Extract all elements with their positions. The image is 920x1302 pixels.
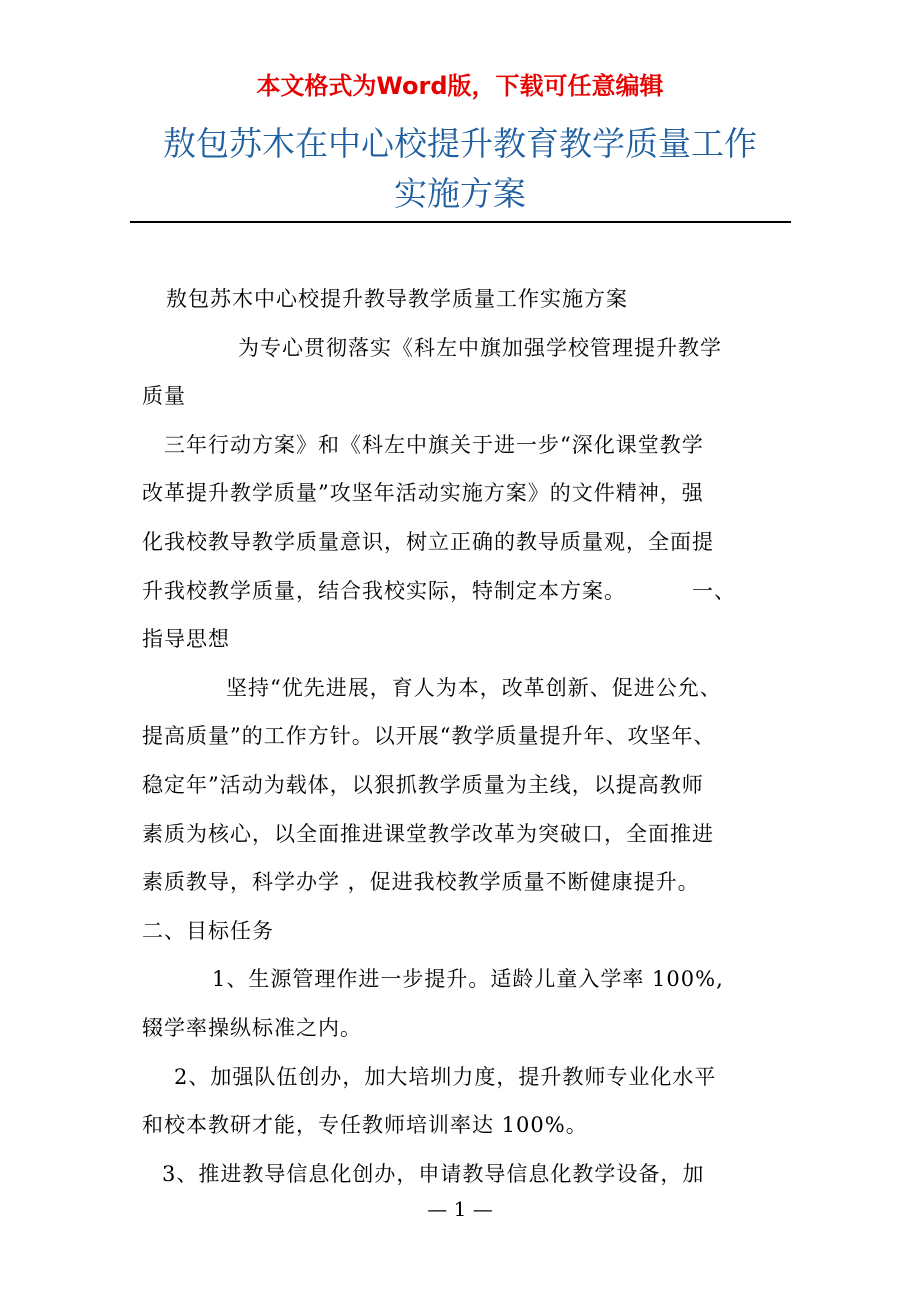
body-line: 2、加强队伍创办，加大培圳力度，提升教师专业化水平 xyxy=(174,1064,717,1089)
body-line: 稳定年”活动为载体，以狠抓教学质量为主线，以提高教师 xyxy=(142,772,704,797)
page-number: — 1 — xyxy=(427,1197,493,1221)
body-line: 改革提升教学质量”攻坚年活动实施方案》的文件精神，强 xyxy=(142,481,704,506)
document-title-line-2: 实施方案 xyxy=(394,174,526,213)
document-title xyxy=(80,119,840,219)
body-line: 敖包苏木中心校提升教导教学质量工作实施方案 xyxy=(166,287,628,311)
body-line xyxy=(142,567,782,616)
body-line: 辍学率操纵标准之内。 xyxy=(142,1015,362,1040)
section-heading: 二、目标任务 xyxy=(142,918,274,943)
body-line: 和校本教研才能，专任教师培训率达 100%。 xyxy=(142,1113,588,1138)
body-line: 1、生源管理作进一步提升。适龄儿童入学率 100%, xyxy=(212,967,724,992)
body-line: 素质教导，科学办学 ，促进我校教学质量不断健康提升。 xyxy=(142,870,700,895)
format-notice: 本文格式为Word版，下载可任意编辑 xyxy=(256,72,664,100)
body-line: 坚持“优先进展，育人为本，改革创新、促进公允、 xyxy=(226,675,722,700)
body-line-text: 升我校教学质量，结合我校实际，特制定本方案。 xyxy=(142,578,626,603)
section-heading: 指导思想 xyxy=(142,627,230,652)
section-number: 一、 xyxy=(692,578,736,603)
document-body xyxy=(142,275,782,1198)
body-line: 化我校教导教学质量意识，树立正确的教导质量观，全面提 xyxy=(142,529,714,554)
body-line: 为专心贯彻落实《科左中旗加强学校管理提升教学 xyxy=(238,335,722,360)
body-line: 提高质量”的工作方针。以开展“教学质量提升年、攻坚年、 xyxy=(142,724,716,749)
body-line: 素质为核心，以全面推进课堂教学改革为突破口，全面推进 xyxy=(142,821,714,846)
title-divider xyxy=(130,221,791,223)
body-line: 3、推进教导信息化创办，申请教导信息化教学设备，加 xyxy=(162,1161,705,1186)
document-title-line-1: 敖包苏木在中心校提升教育教学质量工作 xyxy=(163,124,757,163)
body-line: 三年行动方案》和《科左中旗关于进一步“深化课堂教学 xyxy=(164,432,704,457)
body-line: 质量 xyxy=(142,384,186,409)
